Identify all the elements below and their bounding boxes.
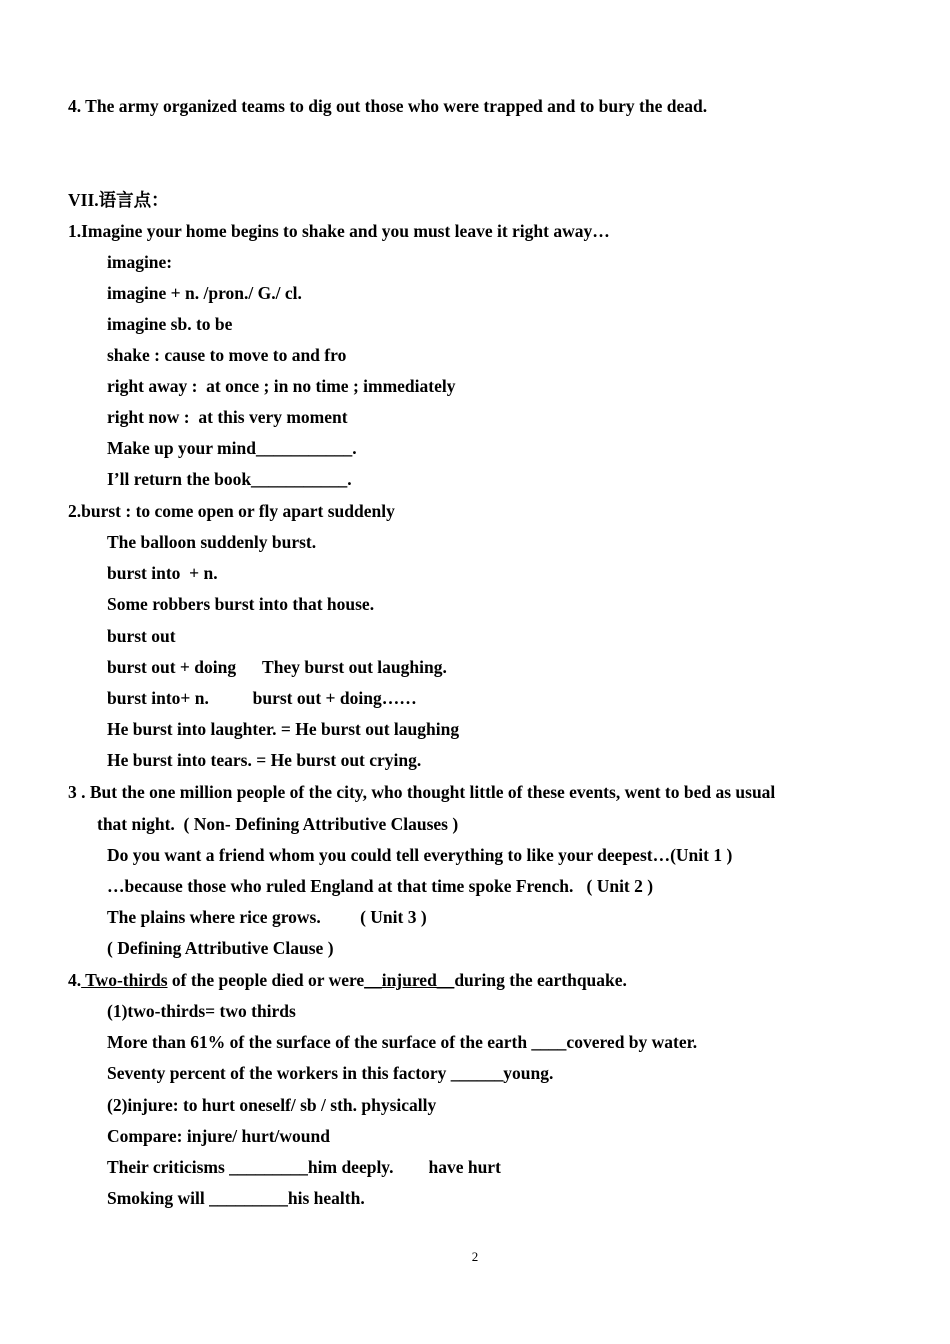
text-line: (2)injure: to hurt oneself/ sb / sth. physically bbox=[107, 1095, 437, 1115]
point-3-heading: 3 . But the one million people of the city, who thought little of these events, went to bed as usual bbox=[68, 782, 776, 802]
text-line: imagine sb. to be bbox=[107, 314, 233, 334]
text-line: Compare: injure/ hurt/wound bbox=[107, 1126, 330, 1146]
point-2-heading: 2.burst : to come open or fly apart suddenly bbox=[68, 501, 395, 521]
text-line: ( Defining Attributive Clause ) bbox=[107, 938, 334, 958]
point-4-prefix: 4. bbox=[68, 970, 82, 990]
underlined-injured: __injured__ bbox=[364, 970, 455, 990]
underlined-two-thirds: Two-thirds bbox=[81, 970, 168, 990]
point-4-heading bbox=[68, 969, 627, 991]
exercise-line: Smoking will _________his health. bbox=[107, 1188, 365, 1208]
text-line: imagine + n. /pron./ G./ cl. bbox=[107, 283, 302, 303]
point-4-middle: of the people died or were bbox=[167, 970, 365, 990]
text-line: imagine: bbox=[107, 252, 173, 272]
exercise-line: I’ll return the book___________. bbox=[107, 469, 352, 489]
text-line: The balloon suddenly burst. bbox=[107, 532, 317, 552]
text-line: Do you want a friend whom you could tell everything to like your deepest…(Unit 1 ) bbox=[107, 845, 733, 865]
point-3-continuation: that night. ( Non- Defining Attributive Clauses ) bbox=[97, 814, 459, 834]
text-line: The plains where rice grows. ( Unit 3 ) bbox=[107, 907, 427, 927]
text-line: …because those who ruled England at that time spoke French. ( Unit 2 ) bbox=[107, 876, 654, 896]
exercise-line: Their criticisms _________him deeply. have hurt bbox=[107, 1157, 501, 1177]
text-line: right now : at this very moment bbox=[107, 407, 348, 427]
text-line: (1)two-thirds= two thirds bbox=[107, 1001, 296, 1021]
text-line: He burst into laughter. = He burst out laughing bbox=[107, 719, 460, 739]
text-line: burst into + n. bbox=[107, 563, 218, 583]
section-heading: VII.语言点： bbox=[68, 190, 169, 210]
exercise-line: Make up your mind___________. bbox=[107, 438, 357, 458]
page-number: 2 bbox=[471, 1249, 479, 1264]
text-line: shake : cause to move to and fro bbox=[107, 345, 347, 365]
text-line: burst out bbox=[107, 626, 176, 646]
text-line: burst into+ n. burst out + doing…… bbox=[107, 688, 417, 708]
exercise-line: Seventy percent of the workers in this factory ______young. bbox=[107, 1063, 554, 1083]
text-line: He burst into tears. = He burst out crying. bbox=[107, 750, 422, 770]
text-line: Some robbers burst into that house. bbox=[107, 594, 375, 614]
text-line: right away : at once ; in no time ; immediately bbox=[107, 376, 456, 396]
intro-line: 4. The army organized teams to dig out those who were trapped and to bury the dead. bbox=[68, 96, 708, 116]
point-1-heading: 1.Imagine your home begins to shake and you must leave it right away… bbox=[68, 221, 610, 241]
text-line: burst out + doing They burst out laughing. bbox=[107, 657, 447, 677]
point-4-suffix: during the earthquake. bbox=[454, 970, 627, 990]
exercise-line: More than 61% of the surface of the surface of the earth ____covered by water. bbox=[107, 1032, 698, 1052]
